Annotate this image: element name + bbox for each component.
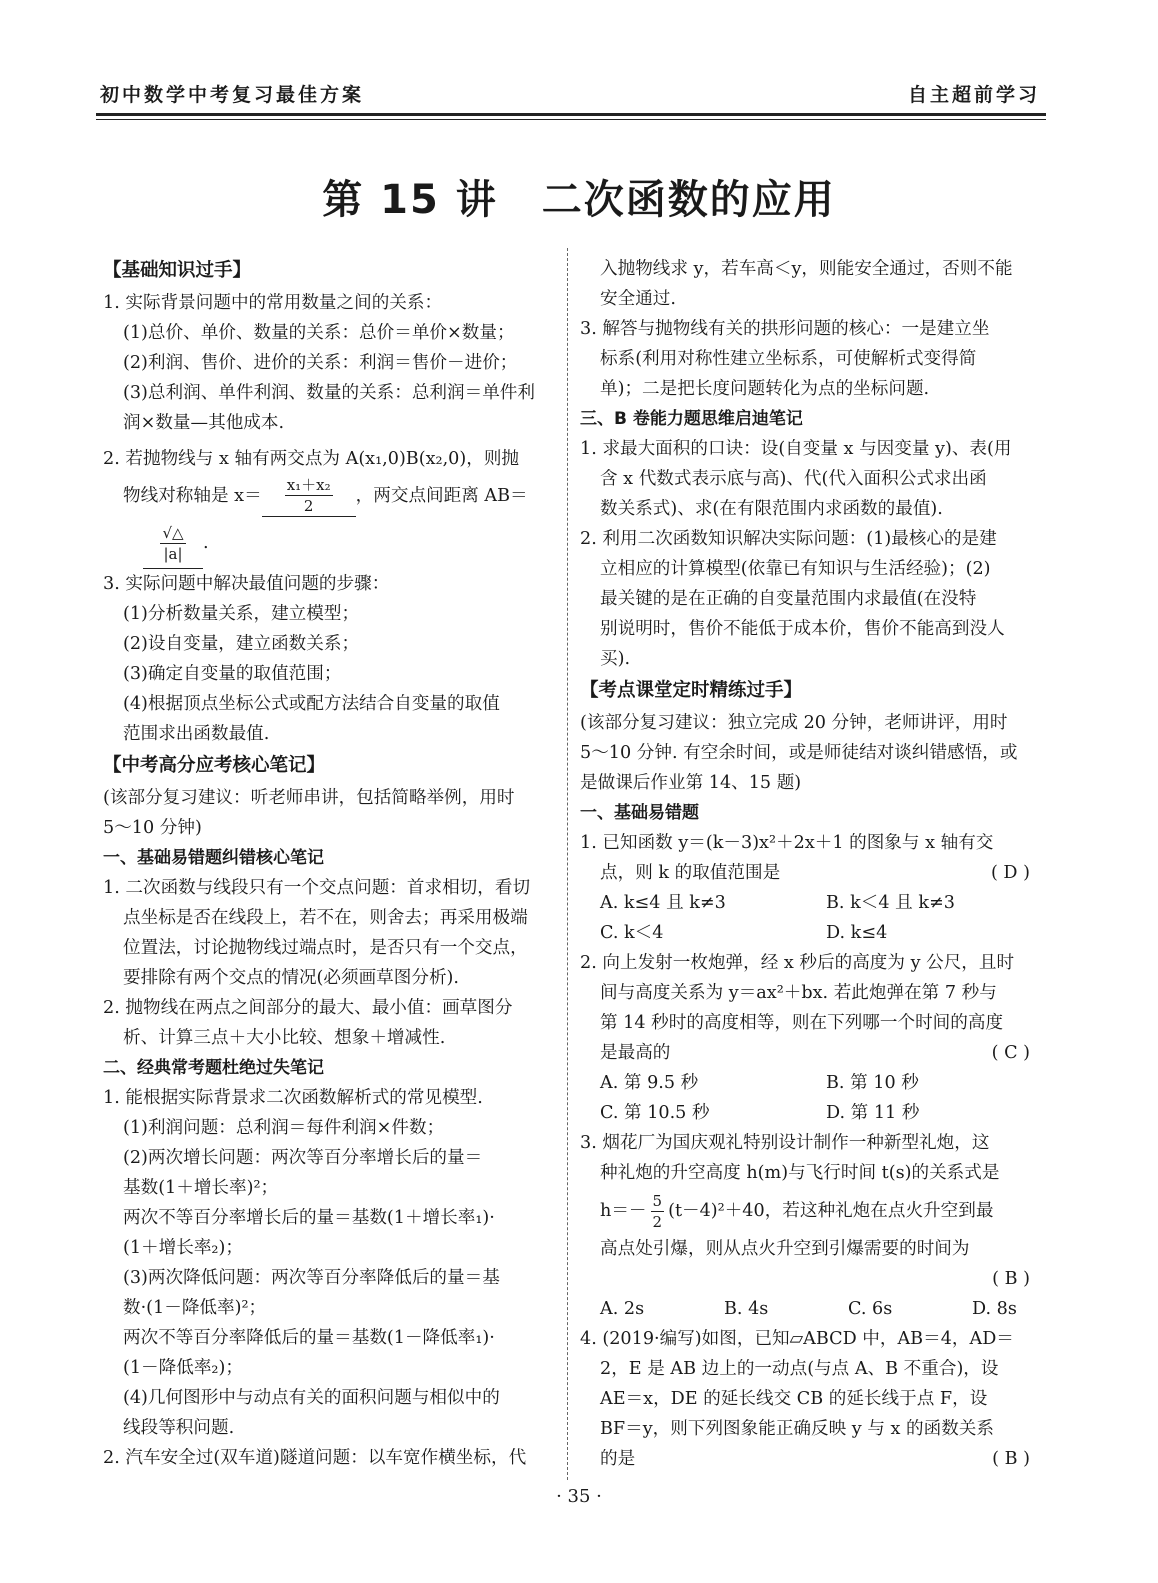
text-line: (1)总价、单价、数量的关系：总价＝单价×数量； [123, 323, 515, 343]
fraction-denominator: |a| [163, 544, 183, 563]
text-line: 高点处引爆，则从点火升空到引爆需要的时间为 [600, 1239, 970, 1259]
options-row [580, 1294, 1034, 1324]
text-line: (该部分复习建议：独立完成 20 分钟，老师讲评，用时 [580, 713, 1008, 733]
text-line: 析、计算三点＋大小比较、想象＋增减性. [123, 1028, 446, 1048]
text-line: 位置法，讨论抛物线过端点时，是否只有一个交点， [123, 938, 528, 958]
text-line: 要排除有两个交点的情况(必须画草图分析). [123, 968, 460, 988]
options-row [580, 888, 1034, 918]
text-line: 两次不等百分率增长后的量＝基数(1＋增长率₁)· [123, 1208, 495, 1228]
text-line: BF＝y，则下列图象能正确反映 y 与 x 的函数关系 [600, 1419, 994, 1439]
text-line: (3)总利润、单件利润、数量的关系：总利润＝单件利 [123, 383, 535, 403]
text-line: 5～10 分钟. 有空余时间，或是师徒结对谈纠错感悟，或 [580, 743, 1018, 763]
text-line: 1. 求最大面积的口诀：设(自变量 x 与因变量 y)、表(用 [580, 439, 1012, 459]
fraction-denominator: 2 [652, 1212, 663, 1231]
answer-blank [143, 518, 203, 569]
text-line: 安全通过. [600, 289, 676, 309]
answer-blank [262, 475, 356, 517]
text-line: 1. 能根据实际背景求二次函数解析式的常见模型. [103, 1088, 483, 1108]
lecture-number: 第 15 讲 [322, 177, 498, 223]
options-row [580, 1098, 1034, 1128]
option-a: A. 第 9.5 秒 [600, 1073, 699, 1093]
fraction-numerator: x₁＋x₂ [286, 476, 331, 494]
series-title: 自主超前学习 [907, 84, 1040, 106]
text-line: (1－降低率₂)； [123, 1358, 243, 1378]
option-c: C. 第 10.5 秒 [600, 1103, 710, 1123]
text-line: 第 14 秒时的高度相等，则在下列哪一个时间的高度 [600, 1013, 1004, 1033]
answer-choice: ( B ) [992, 1269, 1030, 1289]
option-a: A. k≤4 且 k≠3 [600, 893, 726, 913]
formula-line [580, 1188, 1034, 1234]
text-line: 润×数量—其他成本. [123, 413, 285, 433]
text-line: (2)设自变量，建立函数关系； [123, 634, 360, 654]
text-line: 范围求出函数最值. [123, 724, 270, 744]
text-line: 2. 抛物线在两点之间部分的最大、最小值：画草图分 [103, 998, 513, 1018]
subsection-heading: 一、基础易错题 [580, 803, 699, 823]
text-line: (1＋增长率₂)； [123, 1238, 243, 1258]
text-line: AE＝x，DE 的延长线交 CB 的延长线于点 F，设 [600, 1389, 988, 1409]
section-heading: 【考点课堂定时精练过手】 [580, 680, 803, 701]
book-title: 初中数学中考复习最佳方案 [100, 84, 365, 106]
text-line: (4)根据顶点坐标公式或配方法结合自变量的取值 [123, 694, 500, 714]
subsection-heading: 一、基础易错题纠错核心笔记 [103, 848, 324, 868]
text-line: 1. 实际背景问题中的常用数量之间的关系： [103, 293, 443, 313]
fraction [651, 1191, 665, 1232]
text-line: 3. 解答与抛物线有关的拱形问题的核心：一是建立坐 [580, 319, 990, 339]
text-line: 1. 二次函数与线段只有一个交点问题：首求相切，看切 [103, 878, 531, 898]
text-line: 基数(1＋增长率)²； [123, 1178, 279, 1198]
text-line: (2)两次增长问题：两次等百分率增长后的量＝ [123, 1148, 483, 1168]
text-line: 3. 烟花厂为国庆观礼特别设计制作一种新型礼炮，这 [580, 1133, 990, 1153]
text-line: 数·(1－降低率)²； [123, 1298, 267, 1318]
text-line: (4)几何图形中与动点有关的面积问题与相似中的 [123, 1388, 500, 1408]
text-fragment: 的是 [600, 1449, 636, 1469]
text-line: 含 x 代数式表示底与高)、代(代入面积公式求出函 [600, 469, 987, 489]
option-c: C. 6s [848, 1299, 893, 1319]
text-line: (该部分复习建议：听老师串讲，包括简略举例，用时 [103, 788, 515, 808]
option-b: B. 4s [724, 1299, 769, 1319]
text-fragment: (t－4)²＋40，若这种礼炮在点火升空到最 [668, 1201, 994, 1221]
text-line: 2. 利用二次函数知识解决实际问题：(1)最核心的是建 [580, 529, 997, 549]
text-line: 单)；二是把长度问题转化为点的坐标问题. [600, 379, 930, 399]
option-c: C. k＜4 [600, 923, 664, 943]
lecture-title [0, 168, 1158, 225]
text-line: (1)利润问题：总利润＝每件利润×件数； [123, 1118, 445, 1138]
column-divider [567, 248, 568, 1480]
left-column [103, 254, 554, 1473]
text-line: 5～10 分钟) [103, 818, 202, 838]
page-number: · 35 · [556, 1486, 602, 1507]
text-fragment: . [203, 533, 209, 553]
question-line [580, 858, 1034, 888]
subsection-heading: 二、经典常考题杜绝过失笔记 [103, 1058, 324, 1078]
formula-line [103, 474, 554, 518]
answer-choice: ( B ) [992, 1449, 1030, 1469]
option-d: D. 第 11 秒 [826, 1103, 920, 1123]
text-line: 标系(利用对称性建立坐标系，可使解析式变得简 [600, 349, 977, 369]
answer-choice: ( C ) [991, 1043, 1030, 1063]
options-row [580, 918, 1034, 948]
text-line: (3)确定自变量的取值范围； [123, 664, 342, 684]
text-line: 2. 汽车安全过(双车道)隧道问题：以车宽作横坐标，代 [103, 1448, 527, 1468]
text-line: 3. 实际问题中解决最值问题的步骤： [103, 574, 390, 594]
fraction-numerator: √△ [162, 523, 184, 542]
text-line: (1)分析数量关系，建立模型； [123, 604, 360, 624]
options-row [580, 1068, 1034, 1098]
question-line [580, 1038, 1034, 1068]
text-line: 两次不等百分率降低后的量＝基数(1－降低率₁)· [123, 1328, 495, 1348]
text-line: (3)两次降低问题：两次等百分率降低后的量＝基 [123, 1268, 500, 1288]
text-line: 立相应的计算模型(依靠已有知识与生活经验)；(2) [600, 559, 991, 579]
header-rule [96, 113, 1046, 120]
text-line: 2. 若抛物线与 x 轴有两交点为 A(x₁,0)B(x₂,0)，则抛 [103, 449, 520, 469]
question-line [580, 1444, 1034, 1474]
text-line: 2，E 是 AB 边上的一动点(与点 A、B 不重合)，设 [600, 1359, 999, 1379]
text-line: 2. 向上发射一枚炮弹，经 x 秒后的高度为 y 公尺，且时 [580, 953, 1015, 973]
option-b: B. k＜4 且 k≠3 [826, 893, 955, 913]
option-d: D. k≤4 [826, 923, 888, 943]
option-a: A. 2s [600, 1299, 645, 1319]
right-column [580, 254, 1034, 1474]
text-fragment: 是最高的 [600, 1043, 671, 1063]
text-line: 间与高度关系为 y＝ax²＋bx. 若此炮弹在第 7 秒与 [600, 983, 997, 1003]
text-line: 4. (2019·编写)如图，已知▱ABCD 中，AB＝4，AD＝ [580, 1329, 1014, 1349]
fraction-denominator: 2 [303, 497, 314, 515]
option-b: B. 第 10 秒 [826, 1073, 919, 1093]
text-line: 最关键的是在正确的自变量范围内求最值(在没特 [600, 589, 977, 609]
text-fragment: h＝－ [600, 1201, 647, 1221]
text-fragment: 点，则 k 的取值范围是 [600, 863, 781, 883]
option-d: D. 8s [972, 1299, 1017, 1319]
section-heading: 【基础知识过手】 [103, 260, 252, 281]
subsection-heading: 三、B 卷能力题思维启迪笔记 [580, 409, 803, 429]
text-line: 种礼炮的升空高度 h(m)与飞行时间 t(s)的关系式是 [600, 1163, 1000, 1183]
text-line: 入抛物线求 y，若车高＜y，则能安全通过，否则不能 [600, 259, 1013, 279]
fraction [160, 523, 185, 564]
answer-line [580, 1264, 1034, 1294]
lecture-topic: 二次函数的应用 [541, 177, 836, 223]
text-line: 线段等积问题. [123, 1418, 235, 1438]
text-line: 是做课后作业第 14、15 题) [580, 773, 802, 793]
section-heading: 【中考高分应考核心笔记】 [103, 755, 326, 776]
text-line: 1. 已知函数 y＝(k－3)x²＋2x＋1 的图象与 x 轴有交 [580, 833, 994, 853]
fraction-numerator: 5 [652, 1191, 663, 1210]
text-line: 数关系式)、求(在有限范围内求函数的最值). [600, 499, 943, 519]
formula-line [103, 518, 554, 569]
answer-choice: ( D ) [990, 863, 1030, 883]
text-line: (2)利润、售价、进价的关系：利润＝售价－进价； [123, 353, 518, 373]
text-line: 买). [600, 649, 631, 669]
text-line: 别说明时，售价不能低于成本价，售价不能高到没人 [600, 619, 1005, 639]
text-fragment: ，两交点间距离 AB＝ [355, 486, 528, 506]
text-fragment: 物线对称轴是 x＝ [123, 486, 262, 506]
fraction [285, 475, 333, 516]
text-line: 点坐标是否在线段上，若不在，则舍去；再采用极端 [123, 908, 528, 928]
